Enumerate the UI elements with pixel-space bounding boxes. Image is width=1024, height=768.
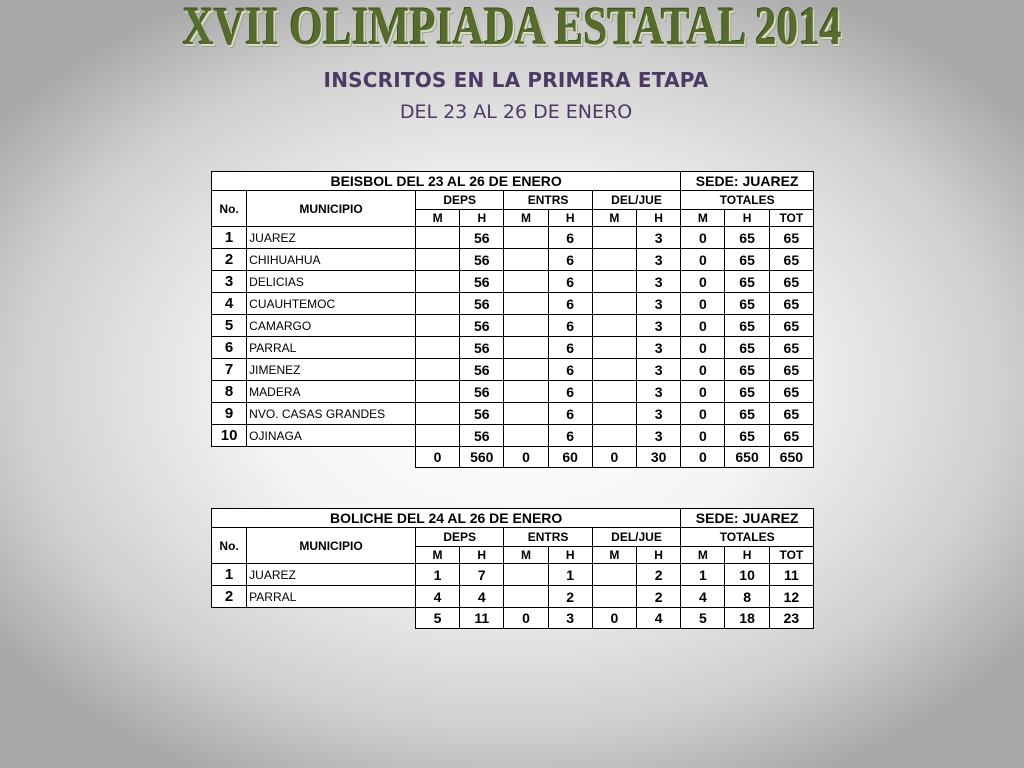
col-subheader: H [548, 547, 592, 564]
municipio-name: PARRAL [247, 586, 416, 608]
table-cell: 56 [460, 227, 504, 249]
table-cell: 65 [769, 271, 813, 293]
table-cell: 3 [636, 425, 680, 447]
table-cell: 2 [548, 586, 592, 608]
col-subheader: TOT [769, 547, 813, 564]
municipio-name: NVO. CASAS GRANDES [247, 403, 416, 425]
table-cell: 0 [681, 381, 725, 403]
col-subheader: H [460, 547, 504, 564]
table-cell [504, 403, 548, 425]
table-row [212, 381, 814, 403]
municipio-name: PARRAL [247, 337, 416, 359]
table-cell: 2 [636, 586, 680, 608]
table-row [212, 337, 814, 359]
table-row [212, 564, 814, 586]
table-cell: 6 [548, 337, 592, 359]
table-cell: 3 [636, 227, 680, 249]
table-cell [504, 249, 548, 271]
table-cell: 56 [460, 425, 504, 447]
col-subheader: M [504, 210, 548, 227]
total-cell: 0 [504, 447, 548, 468]
total-cell: 0 [592, 447, 636, 468]
table-row [212, 271, 814, 293]
col-subheader: M [592, 210, 636, 227]
total-cell: 3 [548, 608, 592, 629]
total-cell: 0 [592, 608, 636, 629]
municipio-name: CHIHUAHUA [247, 249, 416, 271]
table-cell: 65 [769, 359, 813, 381]
total-cell: 30 [636, 447, 680, 468]
table-cell: 65 [725, 227, 769, 249]
col-group-header: ENTRS [504, 191, 592, 210]
table-cell [415, 359, 459, 381]
beisbol-table-body [212, 172, 814, 468]
page-title: XVII OLIMPIADA ESTATAL 2014 [182, 0, 842, 56]
table-cell [592, 227, 636, 249]
page-dates: DEL 23 AL 26 DE ENERO [399, 101, 633, 123]
table-title-row [212, 509, 814, 528]
col-subheader: TOT [769, 210, 813, 227]
table-cell: 65 [769, 249, 813, 271]
table-cell [415, 403, 459, 425]
table-cell: 6 [548, 381, 592, 403]
table-row [212, 293, 814, 315]
municipio-name: MADERA [247, 381, 416, 403]
col-subheader: M [681, 547, 725, 564]
table-cell: 65 [769, 293, 813, 315]
table-cell: 65 [725, 425, 769, 447]
municipio-name: JUAREZ [247, 227, 416, 249]
col-header-municipio: MUNICIPIO [247, 191, 416, 227]
table-cell [592, 293, 636, 315]
table-cell: 0 [681, 403, 725, 425]
boliche-table [211, 508, 814, 629]
table-cell [592, 586, 636, 608]
col-subheader: M [415, 210, 459, 227]
table-cell: 7 [460, 564, 504, 586]
table-cell: 4 [460, 586, 504, 608]
table-cell: 6 [548, 293, 592, 315]
table-cell: 65 [725, 271, 769, 293]
totals-spacer [212, 608, 416, 629]
boliche-table-body [212, 509, 814, 629]
col-subheader: M [504, 547, 548, 564]
table-cell: 65 [725, 249, 769, 271]
col-subheader: H [636, 547, 680, 564]
table-cell: 65 [725, 293, 769, 315]
table-title-row [212, 172, 814, 191]
table-cell [592, 425, 636, 447]
row-number: 1 [212, 564, 247, 586]
table-cell: 3 [636, 337, 680, 359]
municipio-name: JUAREZ [247, 564, 416, 586]
table-cell: 11 [769, 564, 813, 586]
table-cell [592, 403, 636, 425]
table-header-row [212, 191, 814, 210]
table-cell: 65 [769, 381, 813, 403]
row-number: 8 [212, 381, 247, 403]
table-cell [504, 564, 548, 586]
table-cell [504, 271, 548, 293]
table-cell: 65 [725, 381, 769, 403]
municipio-name: JIMENEZ [247, 359, 416, 381]
table-cell: 3 [636, 315, 680, 337]
table-cell: 12 [769, 586, 813, 608]
table-cell: 0 [681, 227, 725, 249]
table-cell: 3 [636, 293, 680, 315]
col-subheader: H [548, 210, 592, 227]
table-cell: 6 [548, 271, 592, 293]
table-cell: 65 [769, 315, 813, 337]
table-cell: 0 [681, 249, 725, 271]
table-cell [504, 315, 548, 337]
table-cell: 6 [548, 425, 592, 447]
table-cell [592, 315, 636, 337]
total-cell: 0 [504, 608, 548, 629]
table-cell [504, 381, 548, 403]
table-sede: SEDE: JUAREZ [681, 509, 814, 528]
totals-row [212, 608, 814, 629]
table-cell: 56 [460, 271, 504, 293]
table-cell: 0 [681, 337, 725, 359]
table-cell: 56 [460, 381, 504, 403]
table-cell: 4 [681, 586, 725, 608]
row-number: 2 [212, 586, 247, 608]
table-cell: 8 [725, 586, 769, 608]
table-cell [504, 337, 548, 359]
total-cell: 5 [415, 608, 459, 629]
row-number: 1 [212, 227, 247, 249]
totals-row [212, 447, 814, 468]
col-group-header: TOTALES [681, 528, 814, 547]
table-row [212, 227, 814, 249]
col-group-header: DEPS [415, 191, 503, 210]
row-number: 2 [212, 249, 247, 271]
col-subheader: M [415, 547, 459, 564]
table-cell [504, 293, 548, 315]
col-subheader: H [460, 210, 504, 227]
table-cell [415, 293, 459, 315]
table-cell: 6 [548, 227, 592, 249]
col-group-header: TOTALES [681, 191, 814, 210]
table-cell: 0 [681, 425, 725, 447]
col-header-no: No. [212, 528, 247, 564]
table-cell: 0 [681, 359, 725, 381]
table-cell: 4 [415, 586, 459, 608]
table-cell: 10 [725, 564, 769, 586]
row-number: 3 [212, 271, 247, 293]
col-header-no: No. [212, 191, 247, 227]
table-cell: 56 [460, 249, 504, 271]
table-cell: 3 [636, 381, 680, 403]
table-cell: 65 [769, 337, 813, 359]
col-subheader: H [725, 210, 769, 227]
table-title: BEISBOL DEL 23 AL 26 DE ENERO [212, 172, 681, 191]
row-number: 4 [212, 293, 247, 315]
total-cell: 4 [636, 608, 680, 629]
table-row [212, 403, 814, 425]
col-group-header: DEL/JUE [592, 528, 681, 547]
col-group-header: ENTRS [504, 528, 592, 547]
table-cell: 65 [769, 403, 813, 425]
col-group-header: DEPS [415, 528, 503, 547]
col-subheader: M [592, 547, 636, 564]
table-cell: 65 [725, 337, 769, 359]
table-cell: 56 [460, 337, 504, 359]
table-cell: 1 [681, 564, 725, 586]
table-cell [415, 249, 459, 271]
total-cell: 60 [548, 447, 592, 468]
total-cell: 560 [460, 447, 504, 468]
page-subtitle: INSCRITOS EN LA PRIMERA ETAPA [323, 68, 709, 92]
table-header-row [212, 528, 814, 547]
table-cell: 3 [636, 249, 680, 271]
table-cell: 65 [725, 315, 769, 337]
table-sede: SEDE: JUAREZ [681, 172, 814, 191]
table-cell [415, 271, 459, 293]
table-cell: 56 [460, 359, 504, 381]
row-number: 10 [212, 425, 247, 447]
table-cell [504, 425, 548, 447]
table-cell: 65 [725, 403, 769, 425]
col-header-municipio: MUNICIPIO [247, 528, 416, 564]
table-cell [415, 425, 459, 447]
total-cell: 650 [725, 447, 769, 468]
table-cell: 6 [548, 315, 592, 337]
total-cell: 11 [460, 608, 504, 629]
table-cell [592, 359, 636, 381]
table-cell: 3 [636, 359, 680, 381]
table-cell [592, 271, 636, 293]
table-cell: 6 [548, 403, 592, 425]
row-number: 7 [212, 359, 247, 381]
col-subheader: H [636, 210, 680, 227]
total-cell: 650 [769, 447, 813, 468]
table-cell: 0 [681, 315, 725, 337]
table-cell [592, 249, 636, 271]
table-cell: 56 [460, 403, 504, 425]
beisbol-table [211, 171, 814, 468]
total-cell: 5 [681, 608, 725, 629]
table-cell [415, 381, 459, 403]
municipio-name: DELICIAS [247, 271, 416, 293]
totals-spacer [212, 447, 416, 468]
table-cell [504, 227, 548, 249]
table-cell: 3 [636, 271, 680, 293]
col-group-header: DEL/JUE [592, 191, 680, 210]
table-cell [415, 227, 459, 249]
table-cell [415, 337, 459, 359]
row-number: 6 [212, 337, 247, 359]
table-cell: 1 [548, 564, 592, 586]
municipio-name: OJINAGA [247, 425, 416, 447]
table-cell [504, 359, 548, 381]
table-cell: 1 [415, 564, 459, 586]
total-cell: 0 [415, 447, 459, 468]
table-cell: 6 [548, 359, 592, 381]
table-row [212, 249, 814, 271]
table-cell: 56 [460, 315, 504, 337]
table-cell: 65 [769, 227, 813, 249]
row-number: 9 [212, 403, 247, 425]
col-subheader: M [681, 210, 725, 227]
table-cell [592, 381, 636, 403]
table-cell [415, 315, 459, 337]
table-cell: 0 [681, 271, 725, 293]
table-cell [504, 586, 548, 608]
table-row [212, 425, 814, 447]
table-cell [592, 564, 636, 586]
col-subheader: H [725, 547, 769, 564]
municipio-name: CAMARGO [247, 315, 416, 337]
row-number: 5 [212, 315, 247, 337]
table-cell: 65 [725, 359, 769, 381]
table-title: BOLICHE DEL 24 AL 26 DE ENERO [212, 509, 681, 528]
table-row [212, 315, 814, 337]
table-cell: 3 [636, 403, 680, 425]
table-cell: 0 [681, 293, 725, 315]
table-row [212, 359, 814, 381]
table-row [212, 586, 814, 608]
total-cell: 0 [681, 447, 725, 468]
table-cell: 2 [636, 564, 680, 586]
total-cell: 18 [725, 608, 769, 629]
table-cell: 65 [769, 425, 813, 447]
table-cell: 6 [548, 249, 592, 271]
total-cell: 23 [769, 608, 813, 629]
municipio-name: CUAUHTEMOC [247, 293, 416, 315]
table-cell: 56 [460, 293, 504, 315]
table-cell [592, 337, 636, 359]
